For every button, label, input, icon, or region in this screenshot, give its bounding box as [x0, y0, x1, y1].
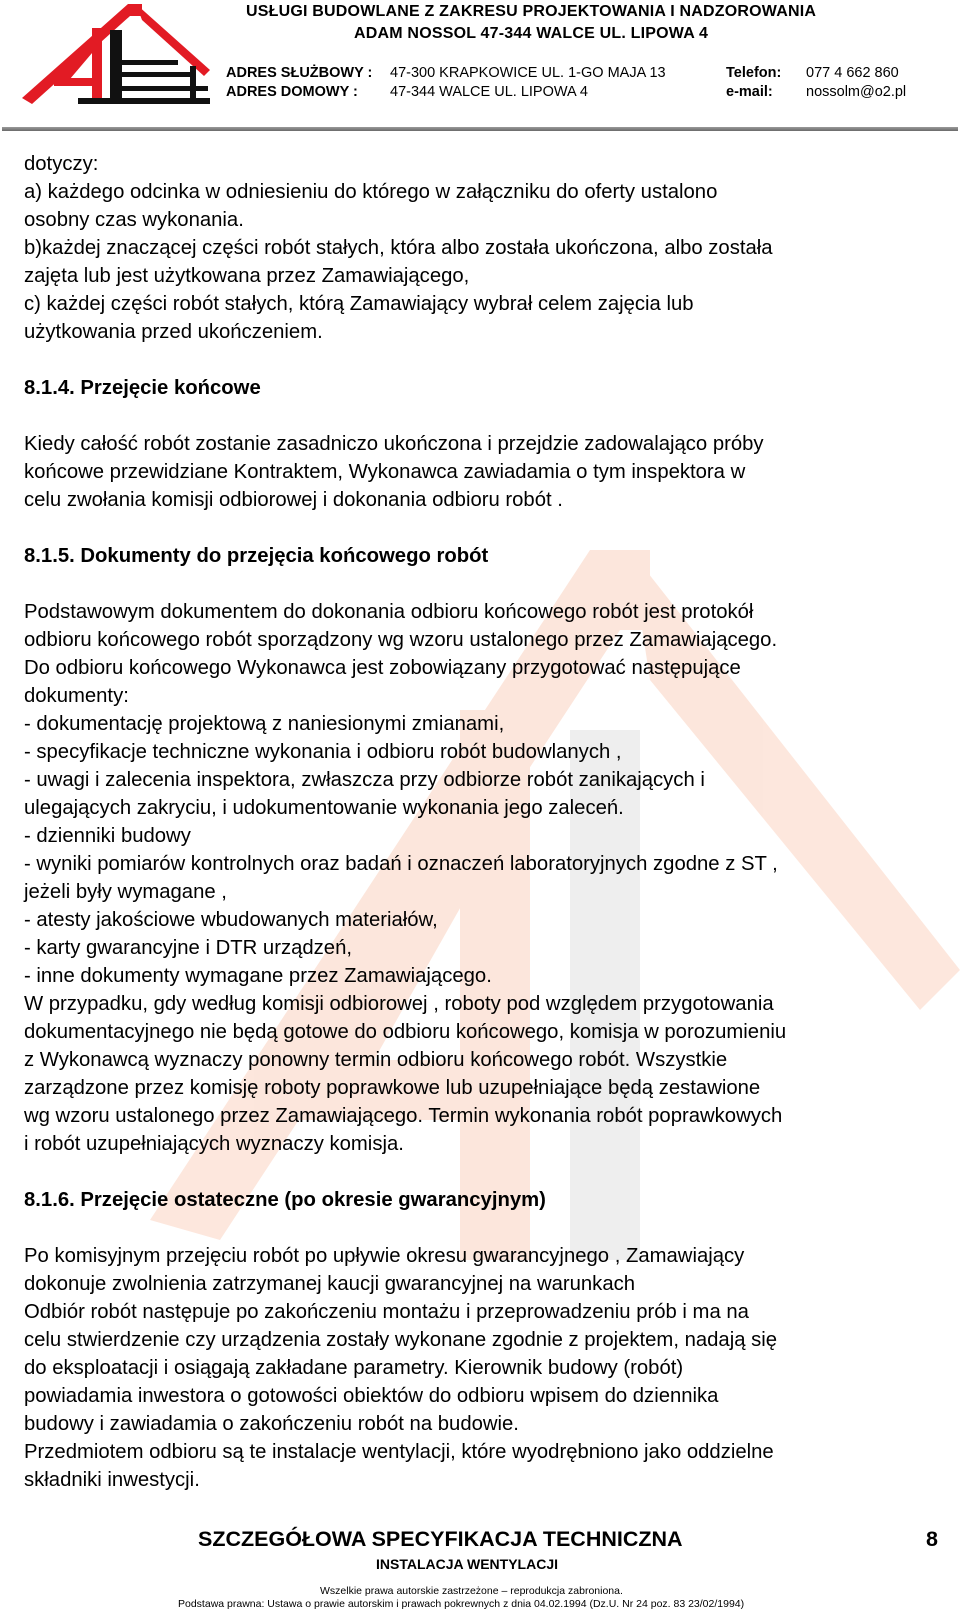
footer-spec-title: SZCZEGÓŁOWA SPECYFIKACJA TECHNICZNA [198, 1527, 683, 1551]
header-divider [2, 127, 958, 131]
letterhead [0, 0, 960, 135]
email-label: e-mail: [726, 84, 773, 100]
page-number: 8 [926, 1527, 938, 1551]
text-line: składniki inwestycji. [24, 1469, 200, 1491]
phone-label: Telefon: [726, 65, 782, 81]
text-line: Podstawowym dokumentem do dokonania odbioru końcowego robót jest protokół [24, 601, 754, 623]
text-line: użytkowania przed ukończeniem. [24, 321, 323, 343]
paragraph-gap [24, 514, 944, 542]
text-line: dokonuje zwolnienia zatrzymanej kaucji gwarancyjnej na warunkach [24, 1273, 636, 1295]
text-line: - dokumentację projektową z naniesionymi zmianami, [24, 713, 505, 735]
paragraph-gap [24, 1214, 944, 1242]
company-service-line: USŁUGI BUDOWLANE Z ZAKRESU PROJEKTOWANIA I NADZOROWANIA [246, 3, 817, 20]
office-address-label: ADRES SŁUŻBOWY : [226, 65, 373, 81]
office-address-value: 47-300 KRAPKOWICE UL. 1-GO MAJA 13 [390, 65, 666, 81]
text-line: c) każdej części robót stałych, którą Zamawiający wybrał celem zajęcia lub [24, 293, 694, 315]
section-heading: 8.1.4. Przejęcie końcowe [24, 377, 261, 399]
text-line: Przedmiotem odbioru są te instalacje wentylacji, które wyodrębniono jako oddzielne [24, 1441, 774, 1463]
text-line: zarządzone przez komisję roboty poprawkowe lub uzupełniające będą zestawione [24, 1077, 761, 1099]
text-line: - inne dokumenty wymagane przez Zamawiającego. [24, 965, 492, 987]
text-line: a) każdego odcinka w odniesieniu do którego w załączniku do oferty ustalono [24, 181, 718, 203]
text-line: celu stwierdzenie czy urządzenia zostały wykonane zgodnie z projektem, nadają się [24, 1329, 778, 1351]
text-line: - uwagi i zalecenia inspektora, zwłaszcza przy odbiorze robót zanikających i [24, 769, 705, 791]
text-line: odbioru końcowego robót sporządzony wg wzoru ustalonego przez Zamawiającego. [24, 629, 778, 651]
text-line: osobny czas wykonania. [24, 209, 244, 231]
footer-spec-subtitle: INSTALACJA WENTYLACJI [376, 1556, 558, 1572]
paragraph-gap [24, 570, 944, 598]
text-line: - karty gwarancyjne i DTR urządzeń, [24, 937, 352, 959]
company-owner-line: ADAM NOSSOL 47-344 WALCE UL. LIPOWA 4 [354, 25, 709, 42]
section-heading: 8.1.5. Dokumenty do przejęcia końcowego robót [24, 545, 489, 567]
text-line: i robót uzupełniających wyznaczy komisja. [24, 1133, 404, 1155]
text-line: - atesty jakościowe wbudowanych materiałów, [24, 909, 438, 931]
text-line: dokumenty: [24, 685, 129, 707]
legal-basis-notice: Podstawa prawna: Ustawa o prawie autorskim i prawach pokrewnych z dnia 04.02.1994 (Dz.U. Nr 24 poz. 83 23/02/1994) [178, 1598, 745, 1610]
text-line: wg wzoru ustalonego przez Zamawiającego. Termin wykonania robót poprawkowych [24, 1105, 783, 1127]
text-line: końcowe przewidziane Kontraktem, Wykonawca zawiadamia o tym inspektora w [24, 461, 746, 483]
text-line: celu zwołania komisji odbiorowej i dokonania odbioru robót . [24, 489, 563, 511]
paragraph-gap [24, 1158, 944, 1186]
text-line: ulegających zakryciu, i udokumentowanie wykonania jego zaleceń. [24, 797, 624, 819]
text-line: Odbiór robót następuje po zakończeniu montażu i przeprowadzeniu prób i ma na [24, 1301, 749, 1323]
copyright-notice: Wszelkie prawa autorskie zastrzeżone – reprodukcja zabroniona. [320, 1585, 623, 1597]
text-line: b)każdej znaczącej części robót stałych, która albo została ukończona, albo została [24, 237, 773, 259]
text-line: zajęta lub jest użytkowana przez Zamawiającego, [24, 265, 470, 287]
house-roof-logo-icon [18, 0, 213, 108]
text-line: z Wykonawcą wyznaczy ponowny termin odbioru końcowego robót. Wszystkie [24, 1049, 728, 1071]
text-line: Po komisyjnym przejęciu robót po upływie okresu gwarancyjnego , Zamawiający [24, 1245, 745, 1267]
text-line: - specyfikacje techniczne wykonania i odbioru robót budowlanych , [24, 741, 622, 763]
text-line: dokumentacyjnego nie będą gotowe do odbioru końcowego, komisja w porozumieniu [24, 1021, 787, 1043]
email-value: nossolm@o2.pl [806, 84, 907, 100]
text-line: powiadamia inwestora o gotowości obiektów do odbioru wpisem do dziennika [24, 1385, 719, 1407]
section-heading: 8.1.6. Przejęcie ostateczne (po okresie gwarancyjnym) [24, 1189, 546, 1211]
text-line: Kiedy całość robót zostanie zasadniczo ukończona i przejdzie zadowalająco próby [24, 433, 764, 455]
document-body [24, 150, 944, 1494]
phone-value: 077 4 662 860 [806, 65, 899, 81]
text-line: budowy i zawiadamia o zakończeniu robót na budowie. [24, 1413, 519, 1435]
paragraph-gap [24, 402, 944, 430]
text-line: W przypadku, gdy według komisji odbiorowej , roboty pod względem przygotowania [24, 993, 774, 1015]
text-line: dotyczy: [24, 153, 99, 175]
text-line: Do odbioru końcowego Wykonawca jest zobowiązany przygotować następujące [24, 657, 741, 679]
text-line: - wyniki pomiarów kontrolnych oraz badań i oznaczeń laboratoryjnych zgodne z ST , [24, 853, 778, 875]
paragraph-gap [24, 346, 944, 374]
home-address-value: 47-344 WALCE UL. LIPOWA 4 [390, 84, 588, 100]
home-address-label: ADRES DOMOWY : [226, 84, 358, 100]
text-line: do eksploatacji i osiągają zakładane parametry. Kierownik budowy (robót) [24, 1357, 684, 1379]
text-line: jeżeli były wymagane , [24, 881, 227, 903]
text-line: - dzienniki budowy [24, 825, 191, 847]
